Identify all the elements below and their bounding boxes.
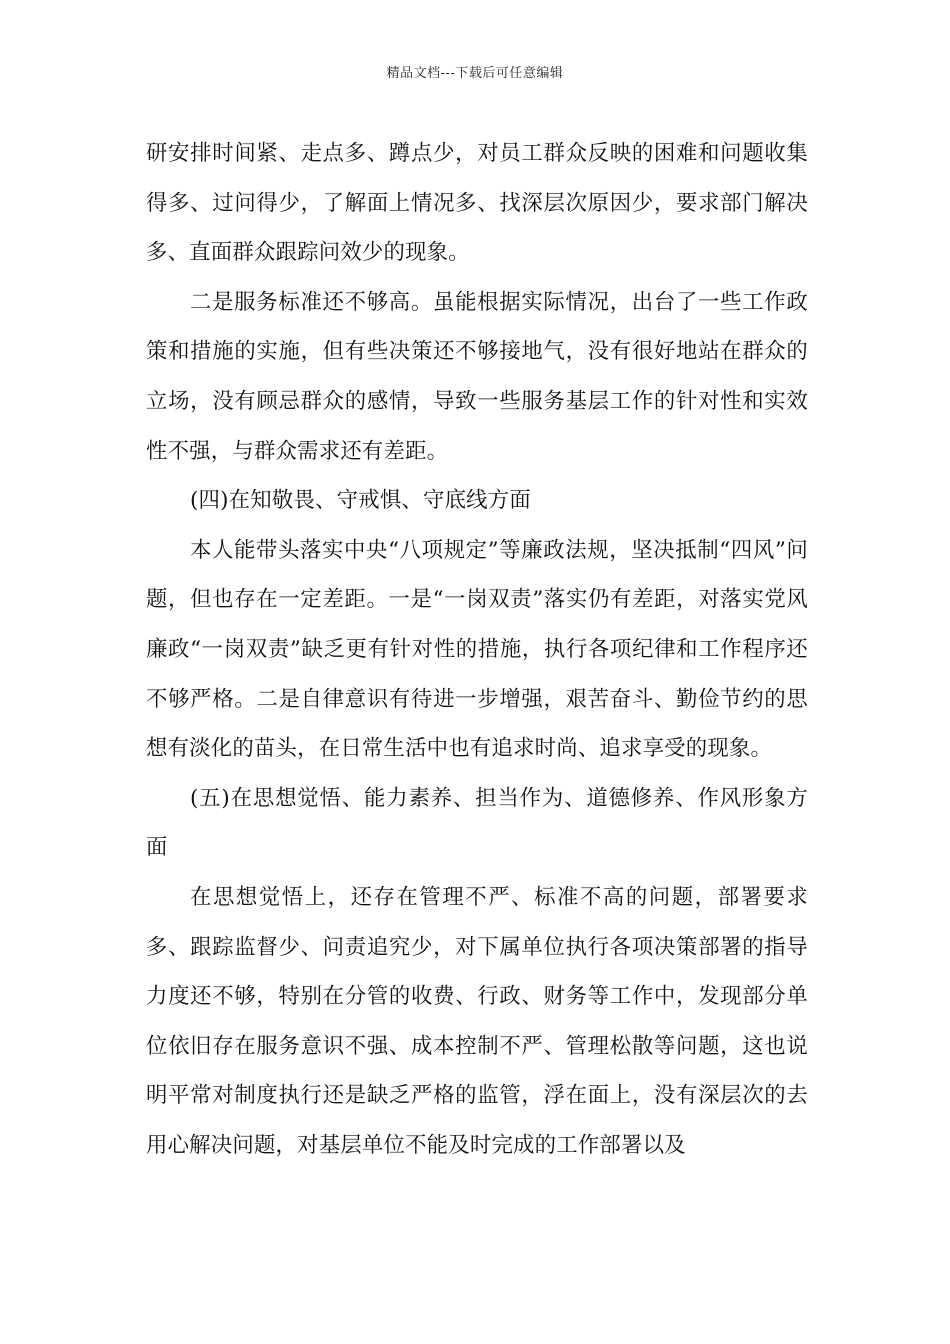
paragraph-discipline: 本人能带头落实中央“八项规定”等廉政法规，坚决抵制“四风”问题，但也存在一定差距。一是“一岗双责”落实仍有差距，对落实党风廉政“一岗双责”缺乏更有针对性的措施，执行各项纪律和工作程序还不够严格。二是自律意识有待进一步增强，艰苦奋斗、勤俭节约的思想有淡化的苗头，在日常生活中也有追求时尚、追求享受的现象。 <box>146 537 808 762</box>
paragraph-continuation: 研安排时间紧、走点多、蹲点少，对员工群众反映的困难和问题收集得多、过问得少，了解面上情况多、找深层次原因少，要求部门解决多、直面群众跟踪问效少的现象。 <box>146 141 808 266</box>
paragraph-ideological: 在思想觉悟上，还存在管理不严、标准不高的问题，部署要求多、跟踪监督少、问责追究少，对下属单位执行各项决策部署的指导力度还不够，特别在分管的收费、行政、财务等工作中，发现部分单位依旧存在服务意识不强、成本控制不严、管理松散等问题，这也说明平常对制度执行还是缺乏严格的监管，浮在面上，没有深层次的去用心解决问题，对基层单位不能及时完成的工作部署以及 <box>146 884 808 1158</box>
document-body <box>146 129 808 1170</box>
page-header: 精品文档---下载后可任意编辑 <box>386 66 564 81</box>
paragraph-service-standard: 二是服务标准还不够高。虽能根据实际情况，出台了一些工作政策和措施的实施，但有些决策还不够接地气，没有很好地站在群众的立场，没有顾忌群众的感情，导致一些服务基层工作的针对性和实效性不强，与群众需求还有差距。 <box>146 289 808 464</box>
section-heading-5: (五)在思想觉悟、能力素养、担当作为、道德修养、作风形象方面 <box>146 785 808 861</box>
section-heading-4: (四)在知敬畏、守戒惧、守底线方面 <box>190 488 531 514</box>
